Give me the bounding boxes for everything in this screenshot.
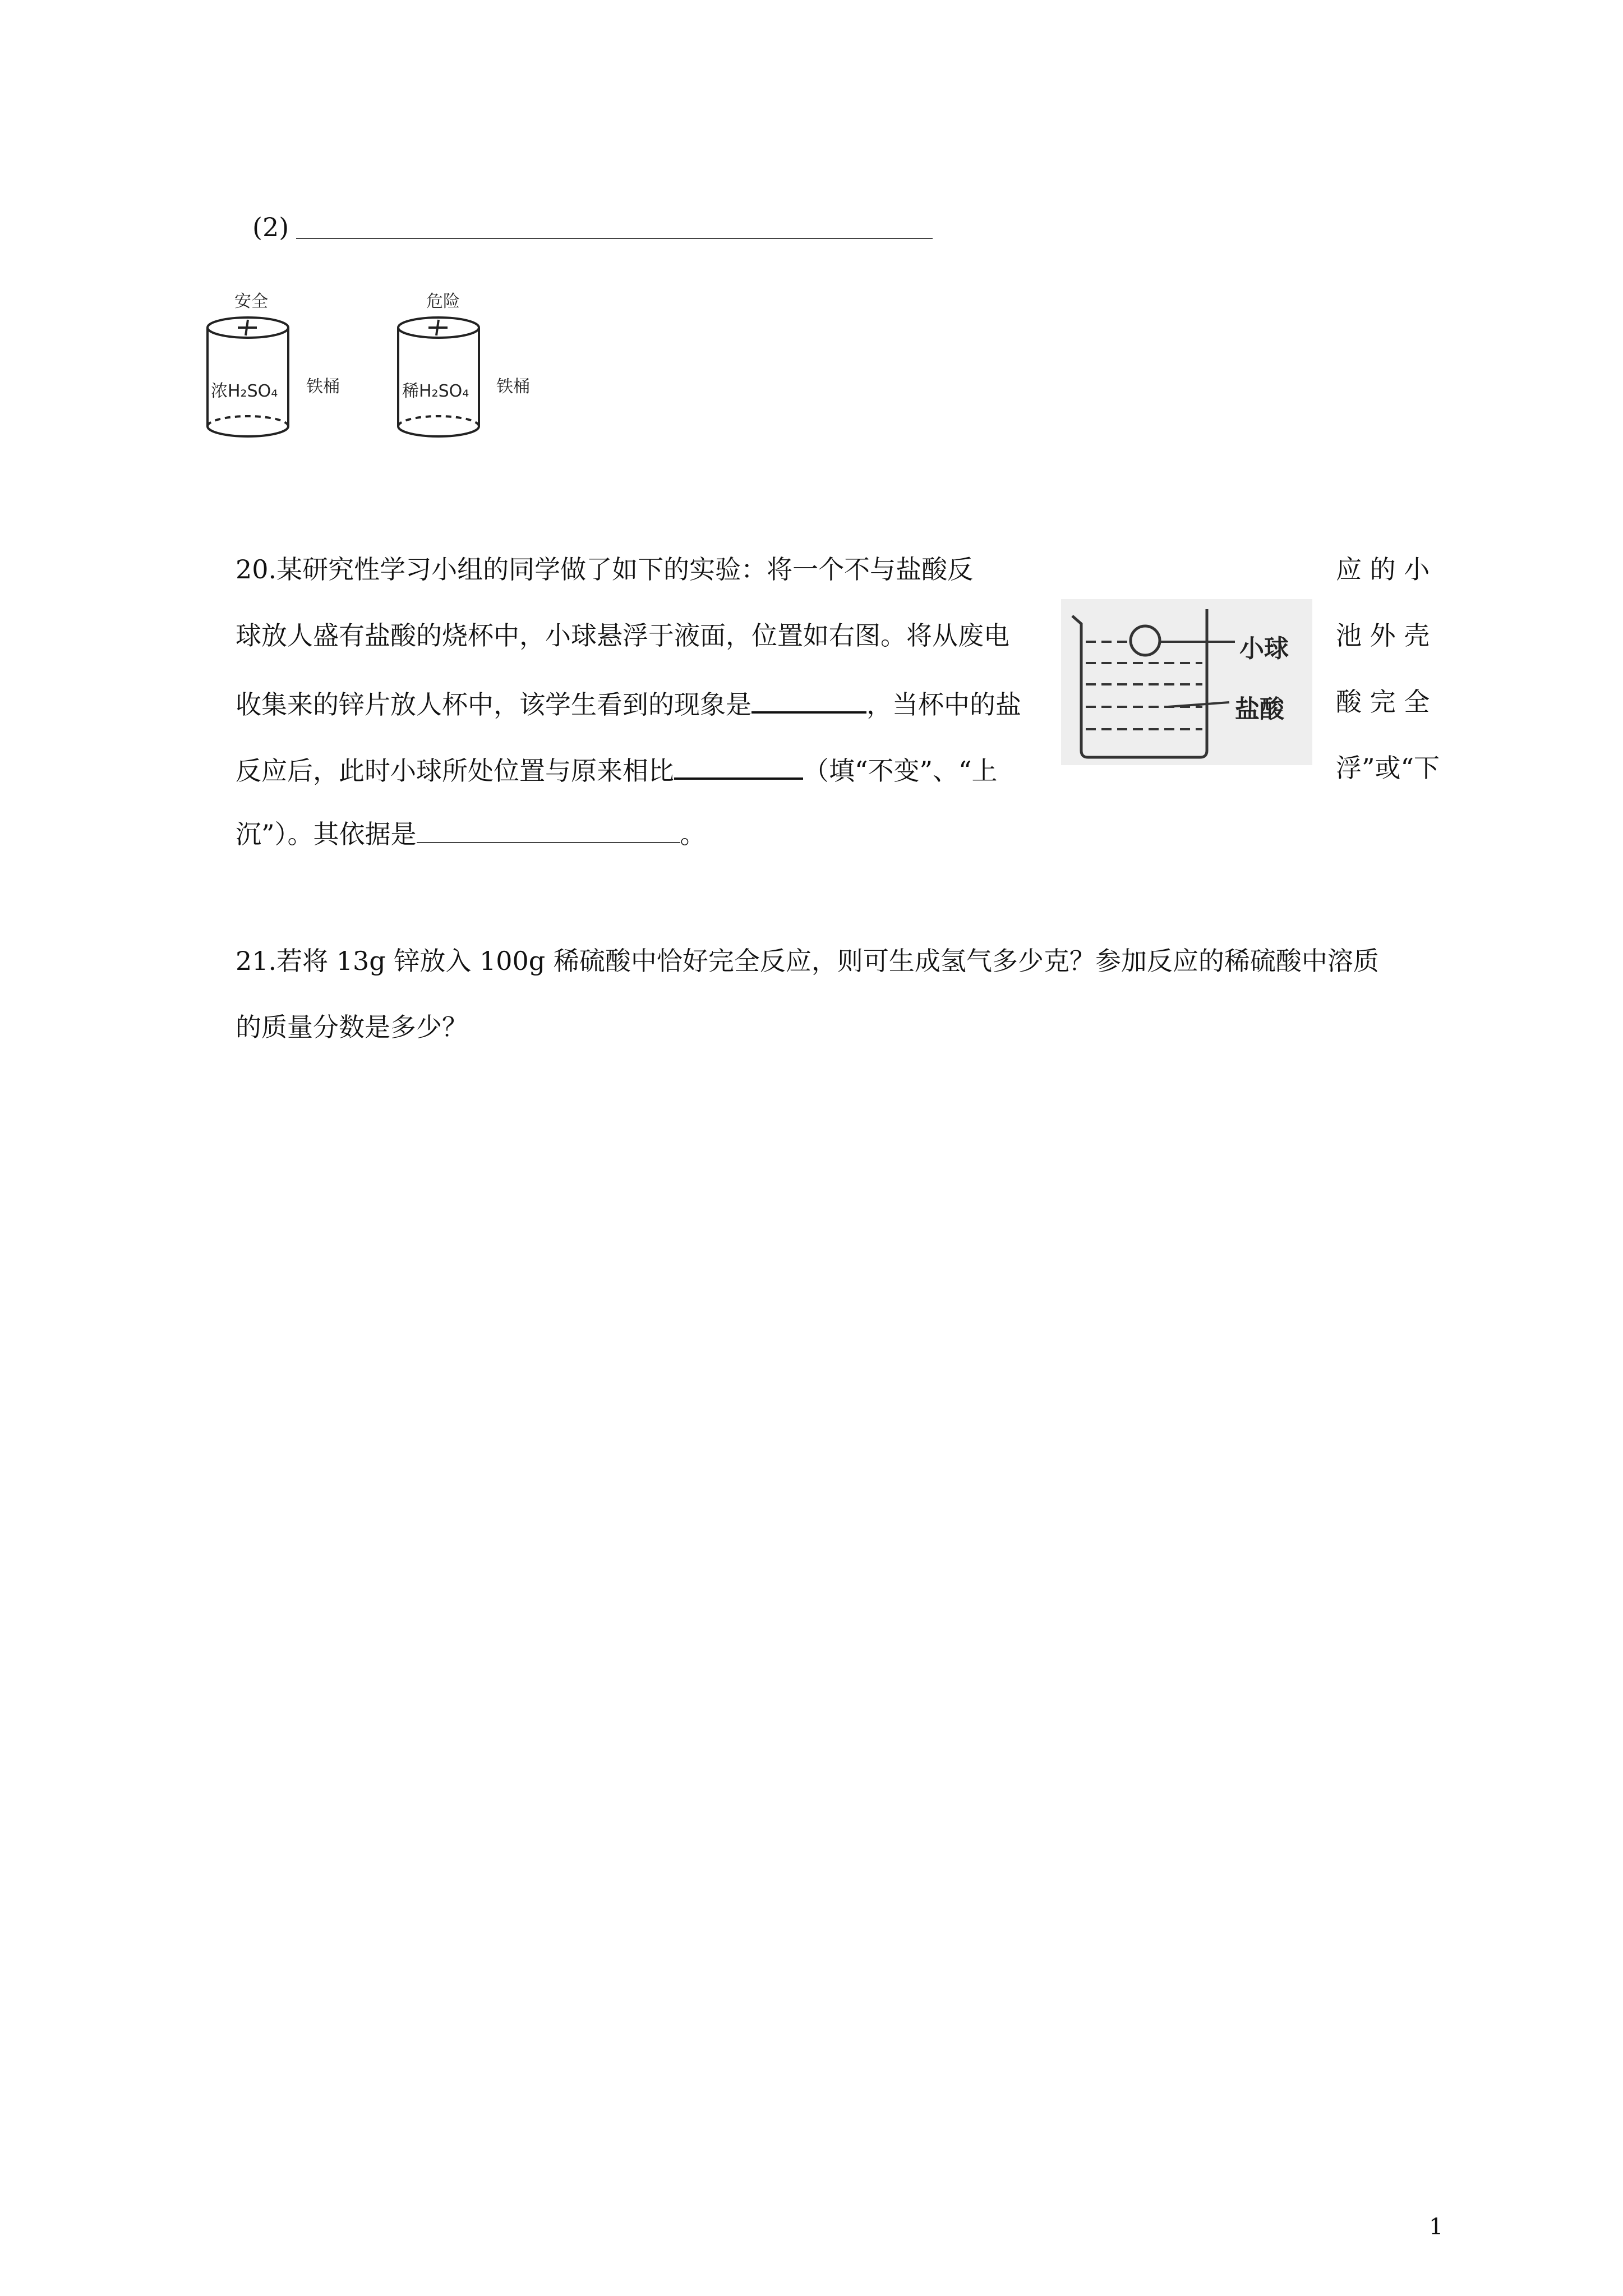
q20-line4-left <box>236 755 998 784</box>
q20-line1-left: 20.某研究性学习小组的同学做了如下的实验：将一个不与盐酸反 <box>236 554 974 585</box>
fig-right-contents: 稀H₂SO₄ <box>402 381 469 401</box>
beaker-drawing <box>1061 599 1312 765</box>
q20-line5-text: 沉”）。其依据是 <box>236 819 417 849</box>
fig-left-contents: 浓H₂SO₄ <box>211 381 278 401</box>
bucket-figure <box>202 303 494 449</box>
q20-line4-right: 浮”或“下 <box>1336 753 1440 783</box>
fig-right-caption: 危险 <box>426 292 460 311</box>
ball-icon <box>1131 626 1160 655</box>
q19-answer-line <box>296 227 933 239</box>
q20-position-blank[interactable] <box>674 755 803 780</box>
q20-line2-left: 球放人盛有盐酸的烧杯中，小球悬浮于液面，位置如右图。将从废电 <box>236 620 1009 651</box>
q20-line1-right: 应 的 小 <box>1336 554 1430 585</box>
q19-item-label: (2) <box>252 212 289 242</box>
q20-line3-text-2: ，当杯中的盐 <box>866 689 1021 720</box>
beaker-figure <box>1061 599 1312 765</box>
q21-line1: 21.若将 13g 锌放入 100g 稀硫酸中恰好完全反应，则可生成氢气多少克？参加反应的稀硫酸中溶质 <box>236 946 1379 976</box>
q20-line5-end: 。 <box>680 819 706 849</box>
page-number: 1 <box>1429 2214 1444 2240</box>
q20-reason-blank[interactable] <box>417 822 680 843</box>
q20-line3-text: 收集来的锌片放人杯中，该学生看到的现象是 <box>236 689 751 720</box>
ball-label: 小球 <box>1239 634 1289 663</box>
fig-left-caption: 安全 <box>234 292 268 311</box>
q20-line4-text-2: （填“不变”、“上 <box>803 756 998 786</box>
q20-line2-right: 池 外 壳 <box>1336 620 1430 651</box>
q20-line5 <box>236 821 706 847</box>
q20-line3-right: 酸 完 全 <box>1336 687 1430 717</box>
fig-right-side-label: 铁桶 <box>496 377 530 397</box>
q20-line3-left <box>236 689 1021 720</box>
q20-line4-text: 反应后，此时小球所处位置与原来相比 <box>236 756 674 786</box>
fig-left-side-label: 铁桶 <box>306 377 340 397</box>
acid-label: 盐酸 <box>1235 695 1284 724</box>
q20-phenomenon-blank[interactable] <box>751 689 866 714</box>
q21-line2: 的质量分数是多少？ <box>236 1012 468 1042</box>
